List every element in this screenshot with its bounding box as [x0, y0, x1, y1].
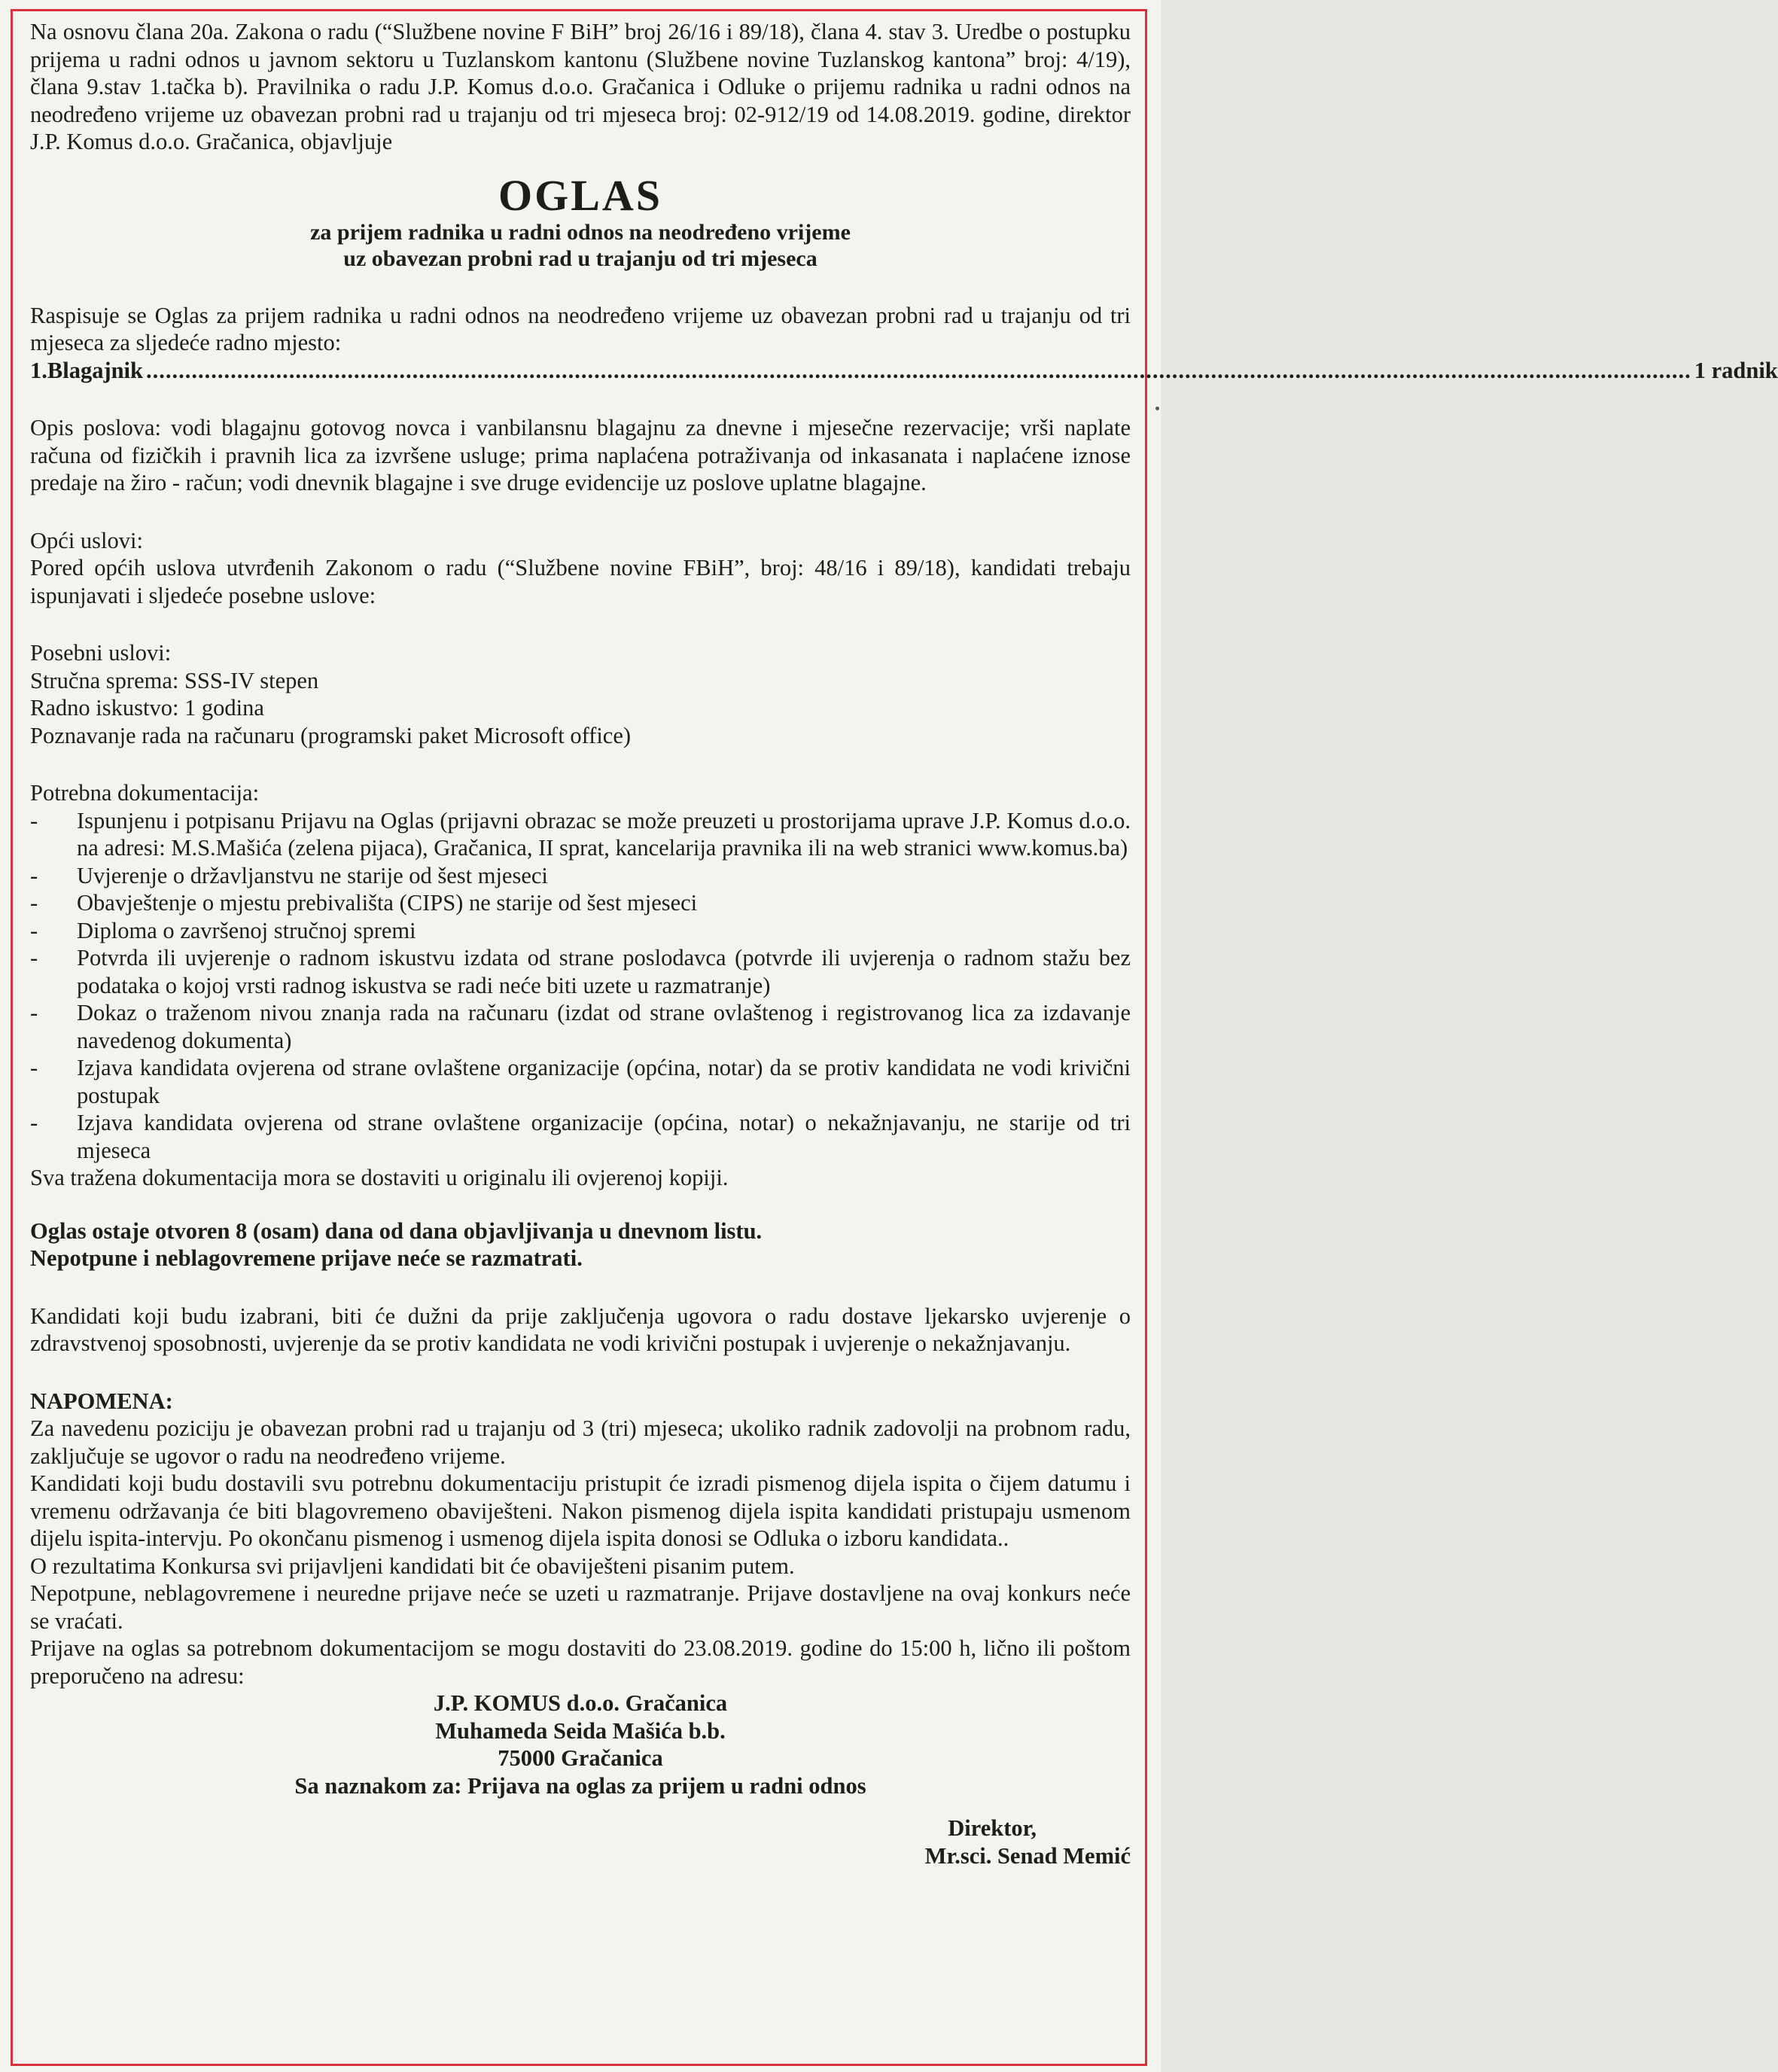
- ad-subtitle-2: uz obavezan probni rad u trajanju od tri mjeseca: [343, 245, 817, 271]
- documentation-list: [30, 807, 1131, 1165]
- special-condition-item: Stručna sprema: SSS-IV stepen: [30, 667, 319, 693]
- bullet-dash: -: [30, 1055, 38, 1080]
- documentation-note: Sva tražena dokumentacija mora se dostaviti u originalu ili ovjerenoj kopiji.: [30, 1165, 729, 1190]
- documentation-item: [30, 944, 1131, 999]
- documentation-item-text: Izjava kandidata ovjerena od strane ovlaštene organizacije (općina, notar) o nekažnjavanju, ne starije od tri mjeseca: [77, 1110, 1131, 1163]
- documentation-item: [30, 1054, 1131, 1109]
- documentation-item: [30, 889, 1131, 917]
- note-paragraph: Prijave na oglas sa potrebnom dokumentacijom se mogu dostaviti do 23.08.2019. godine do 15:00 h, lično ili poštom preporučeno na adresu:: [30, 1635, 1131, 1689]
- documentation-item-text: Izjava kandidata ovjerena od strane ovlaštene organizacije (općina, notar) da se protiv kandidata ne vodi krivični postupak: [77, 1055, 1131, 1108]
- documentation-item-text: Potvrda ili uvjerenje o radnom iskustvu izdata od strane poslodavca (potvrde ili uvjerenja o radnom stažu bez podataka o kojoj vrsti radnog iskustva se radi neće biti uzete u razmatranje): [77, 945, 1131, 998]
- general-conditions-heading: Opći uslovi:: [30, 527, 143, 553]
- position-count: 1 radnik: [1694, 357, 1778, 383]
- bullet-dash: -: [30, 1110, 38, 1135]
- ad-title: OGLAS: [498, 170, 663, 220]
- note-heading: NAPOMENA:: [30, 1388, 173, 1414]
- position-number: 1.: [30, 357, 47, 383]
- note-paragraph: Kandidati koji budu dostavili svu potrebnu dokumentaciju pristupit će izradi pismenog dijela ispita o čijem datumu i vremenu održavanja će biti blagovremeno obaviješteni. Nakon pismenog dijela ispita kandidati pristupaju usmenom dijelu ispita-intervju. Po okončanu pismenog i usmenog dijela ispita donosi se Odluka o izboru kandidata..: [30, 1470, 1131, 1551]
- address-subject-line: Sa naznakom za: Prijava na oglas za prijem u radni odnos: [294, 1772, 866, 1799]
- signature-name: Mr.sci. Senad Memić: [924, 1842, 1131, 1869]
- general-conditions-text: Pored općih uslova utvrđenih Zakonom o radu (“Službene novine FBiH”, broj: 48/16 i 89/18), kandidati trebaju ispunjavati i sljedeće posebne uslove:: [30, 555, 1131, 608]
- special-conditions-heading: Posebni uslovi:: [30, 640, 172, 666]
- documentation-item-text: Ispunjenu i potpisanu Prijavu na Oglas (prijavni obrazac se može preuzeti u prostorijama uprave J.P. Komus d.o.o. na adresi: M.S.Mašića (zelena pijaca), Gračanica, II sprat, kancelarija pravnika ili na web stranici www.komus.ba): [77, 807, 1131, 861]
- bullet-dash: -: [30, 917, 38, 943]
- incomplete-applications-notice: Nepotpune i neblagovremene prijave neće se razmatrati.: [30, 1245, 583, 1271]
- position-line: [30, 357, 1778, 385]
- bullet-dash: -: [30, 890, 38, 916]
- intro-paragraph: Na osnovu člana 20a. Zakona o radu (“Službene novine F BiH” broj 26/16 i 89/18), člana 4. stav 3. Uredbe o postupku prijema u radni odnos u javnom sektoru u Tuzlanskom kantonu (Službene novine Tuzlanskog kantona” broj: 4/19), člana 9.stav 1.tačka b). Pravilnika o radu J.P. Komus d.o.o. Gračanica i Odluke o prijemu radnika u radni odnos na neodređeno vrijeme uz obavezan probni rad u trajanju od tri mjeseca broj: 02-912/19 od 14.08.2019. godine, direktor J.P. Komus d.o.o. Gračanica, objavljuje: [30, 19, 1131, 154]
- job-ad: [30, 18, 1778, 1869]
- documentation-item: [30, 917, 1131, 945]
- signature-title: Direktor,: [948, 1815, 1037, 1841]
- position-leader-dots: ..............................................................................................................................................................................................................................................: [146, 357, 1691, 383]
- bullet-dash: -: [30, 862, 38, 888]
- documentation-item-text: Diploma o završenoj stručnoj spremi: [77, 917, 416, 943]
- note-paragraph: Za navedenu poziciju je obavezan probni rad u trajanju od 3 (tri) mjeseca; ukoliko radnik zadovolji na probnom radu, zaključuje se ugovor o radu na neodređeno vrijeme.: [30, 1415, 1131, 1469]
- documentation-heading: Potrebna dokumentacija:: [30, 780, 260, 806]
- documentation-item: [30, 807, 1131, 862]
- documentation-item: [30, 999, 1131, 1054]
- documentation-item: [30, 862, 1131, 890]
- note-paragraph: O rezultatima Konkursa svi prijavljeni kandidati bit će obaviješteni pisanim putem.: [30, 1552, 795, 1579]
- bullet-dash: -: [30, 1000, 38, 1025]
- address-street: Muhameda Seida Mašića b.b.: [435, 1717, 726, 1744]
- special-condition-item: Radno iskustvo: 1 godina: [30, 695, 264, 721]
- documentation-item-text: Dokaz o traženom nivou znanja rada na računaru (izdat od strane ovlaštenog i registrovanog lica za izdavanje navedenog dokumenta): [77, 1000, 1131, 1053]
- bullet-dash: -: [30, 945, 38, 970]
- job-description: Opis poslova: vodi blagajnu gotovog novca i vanbilansnu blagajnu za dnevne i mjesečne rezervacije; vrši naplate računa od fizičkih i pravnih lica za izvršene usluge; prima naplaćena potraživanja od inkasanata i naplaćene iznose predaje na žiro - račun; vodi dnevnik blagajne i sve druge evidencije uz poslove uplatne blagajne.: [30, 415, 1131, 495]
- note-paragraph: Nepotpune, neblagovremene i neuredne prijave neće se uzeti u razmatranje. Prijave dostavljene na ovaj konkurs neće se vraćati.: [30, 1580, 1131, 1634]
- announcement-paragraph: Raspisuje se Oglas za prijem radnika u radni odnos na neodređeno vrijeme uz obavezan probni rad u trajanju od tri mjeseca za sljedeće radno mjesto:: [30, 302, 1131, 355]
- documentation-item-text: Obavještenje o mjestu prebivališta (CIPS) ne starije od šest mjeseci: [77, 890, 698, 916]
- address-city: 75000 Gračanica: [498, 1745, 663, 1771]
- ad-subtitle-1: za prijem radnika u radni odnos na neodređeno vrijeme: [310, 219, 851, 245]
- special-condition-item: Poznavanje rada na računaru (programski paket Microsoft office): [30, 722, 632, 748]
- documentation-item-text: Uvjerenje o državljanstvu ne starije od šest mjeseci: [77, 862, 548, 888]
- documentation-item: [30, 1109, 1131, 1164]
- print-speck: [1155, 407, 1159, 410]
- deadline-notice: Oglas ostaje otvoren 8 (osam) dana od dana objavljivanja u dnevnom listu.: [30, 1217, 763, 1244]
- position-name: Blagajnik: [47, 357, 143, 383]
- bullet-dash: -: [30, 807, 38, 833]
- selected-candidates-paragraph: Kandidati koji budu izabrani, biti će dužni da prije zaključenja ugovora o radu dostave ljekarsko uvjerenje o zdravstvenoj sposobnosti, uvjerenje da se protiv kandidata ne vodi krivični postupak i uvjerenje o nekažnjavanju.: [30, 1303, 1131, 1356]
- address-company: J.P. KOMUS d.o.o. Gračanica: [433, 1690, 728, 1716]
